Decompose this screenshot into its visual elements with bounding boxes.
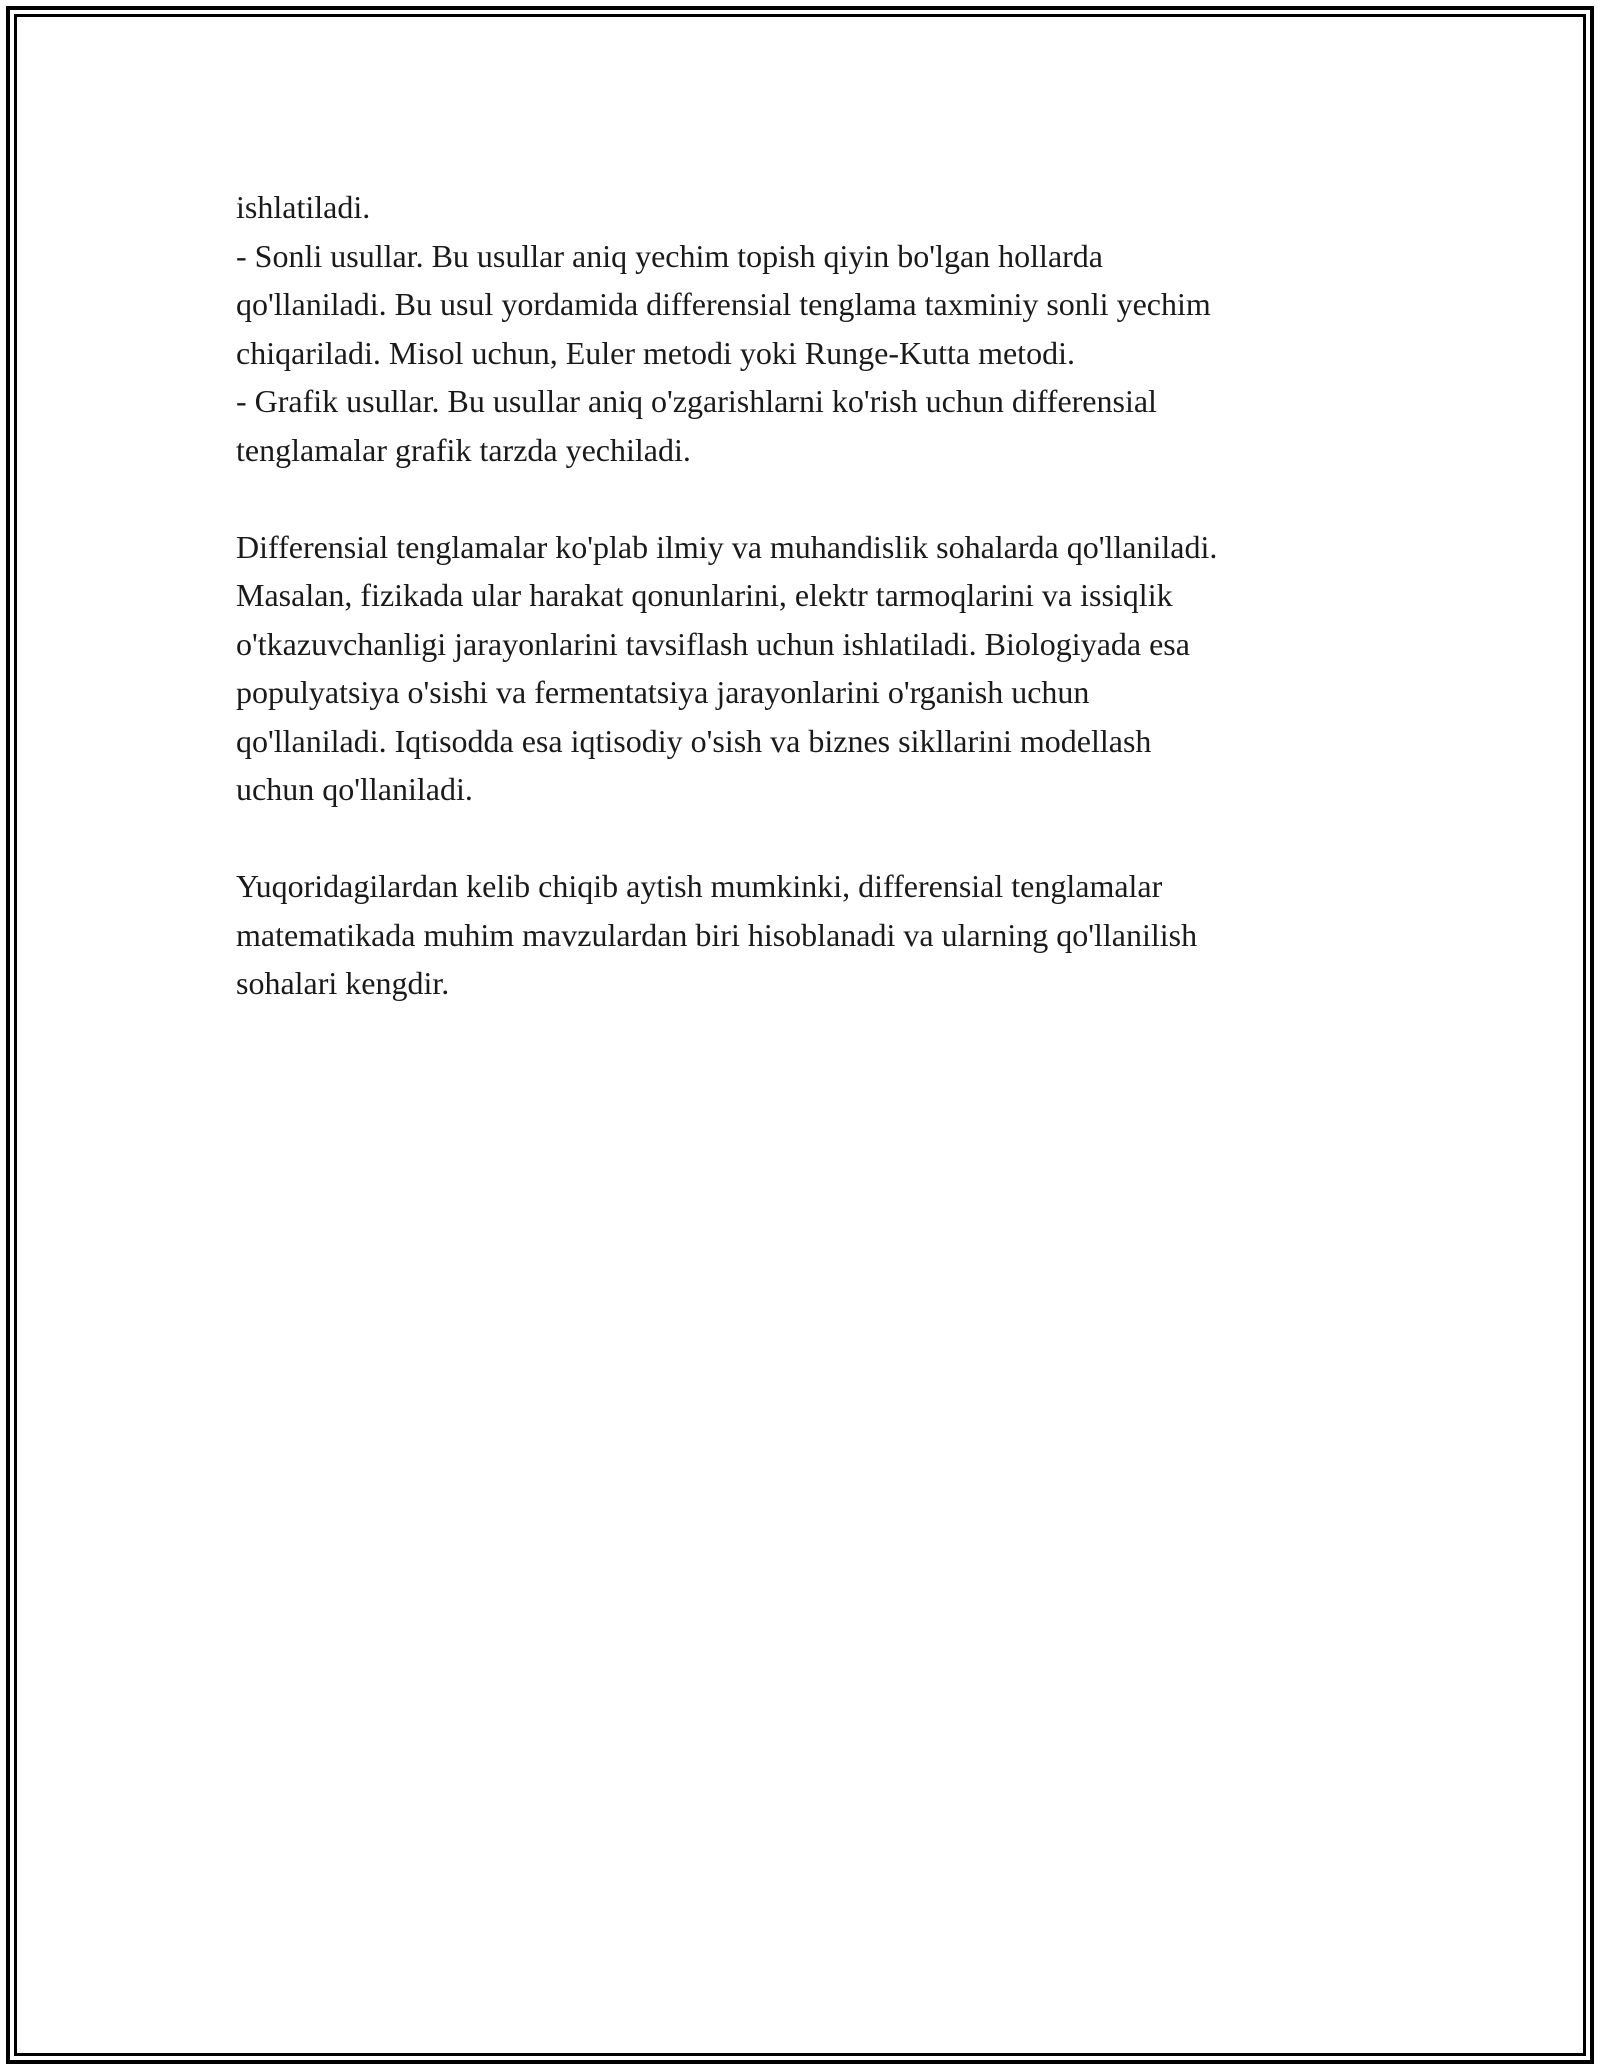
paragraph-spacer	[236, 814, 1386, 863]
text-line: chiqariladi. Misol uchun, Euler metodi yoki Runge-Kutta metodi.	[236, 334, 1075, 371]
paragraph-conclusion	[236, 862, 1386, 1008]
paragraph-spacer	[236, 474, 1386, 523]
text-line: populyatsiya o'sishi va fermentatsiya jarayonlarini o'rganish uchun	[236, 674, 1090, 710]
paragraph-solution-methods	[236, 183, 1386, 474]
text-line: Differensial tenglamalar ko'plab ilmiy va muhandislik sohalarda qo'llaniladi.	[236, 528, 1218, 565]
text-line: ishlatiladi.	[236, 189, 371, 225]
text-line: sohalari kengdir.	[236, 965, 450, 1001]
paragraph-applications	[236, 523, 1386, 814]
text-line: Masalan, fizikada ular harakat qonunlarini, elektr tarmoqlarini va issiqlik	[236, 577, 1173, 613]
text-line: tenglamalar grafik tarzda yechiladi.	[236, 431, 691, 468]
text-line: o'tkazuvchanligi jarayonlarini tavsiflash uchun ishlatiladi. Biologiyada esa	[236, 625, 1190, 662]
text-line: qo'llaniladi. Bu usul yordamida differensial tenglama taxminiy sonli yechim	[236, 286, 1211, 322]
text-line: - Grafik usullar. Bu usullar aniq o'zgarishlarni ko'rish uchun differensial	[236, 383, 1157, 419]
text-line: - Sonli usullar. Bu usullar aniq yechim topish qiyin bo'lgan hollarda	[236, 237, 1103, 274]
text-line: qo'llaniladi. Iqtisodda esa iqtisodiy o'sish va biznes sikllarini modellash	[236, 722, 1152, 759]
text-line: uchun qo'llaniladi.	[236, 771, 473, 807]
text-line: Yuqoridagilardan kelib chiqib aytish mumkinki, differensial tenglamalar	[236, 868, 1163, 904]
text-line: matematikada muhim mavzulardan biri hisoblanadi va ularning qo'llanilish	[236, 916, 1198, 953]
document-body	[236, 183, 1386, 1008]
